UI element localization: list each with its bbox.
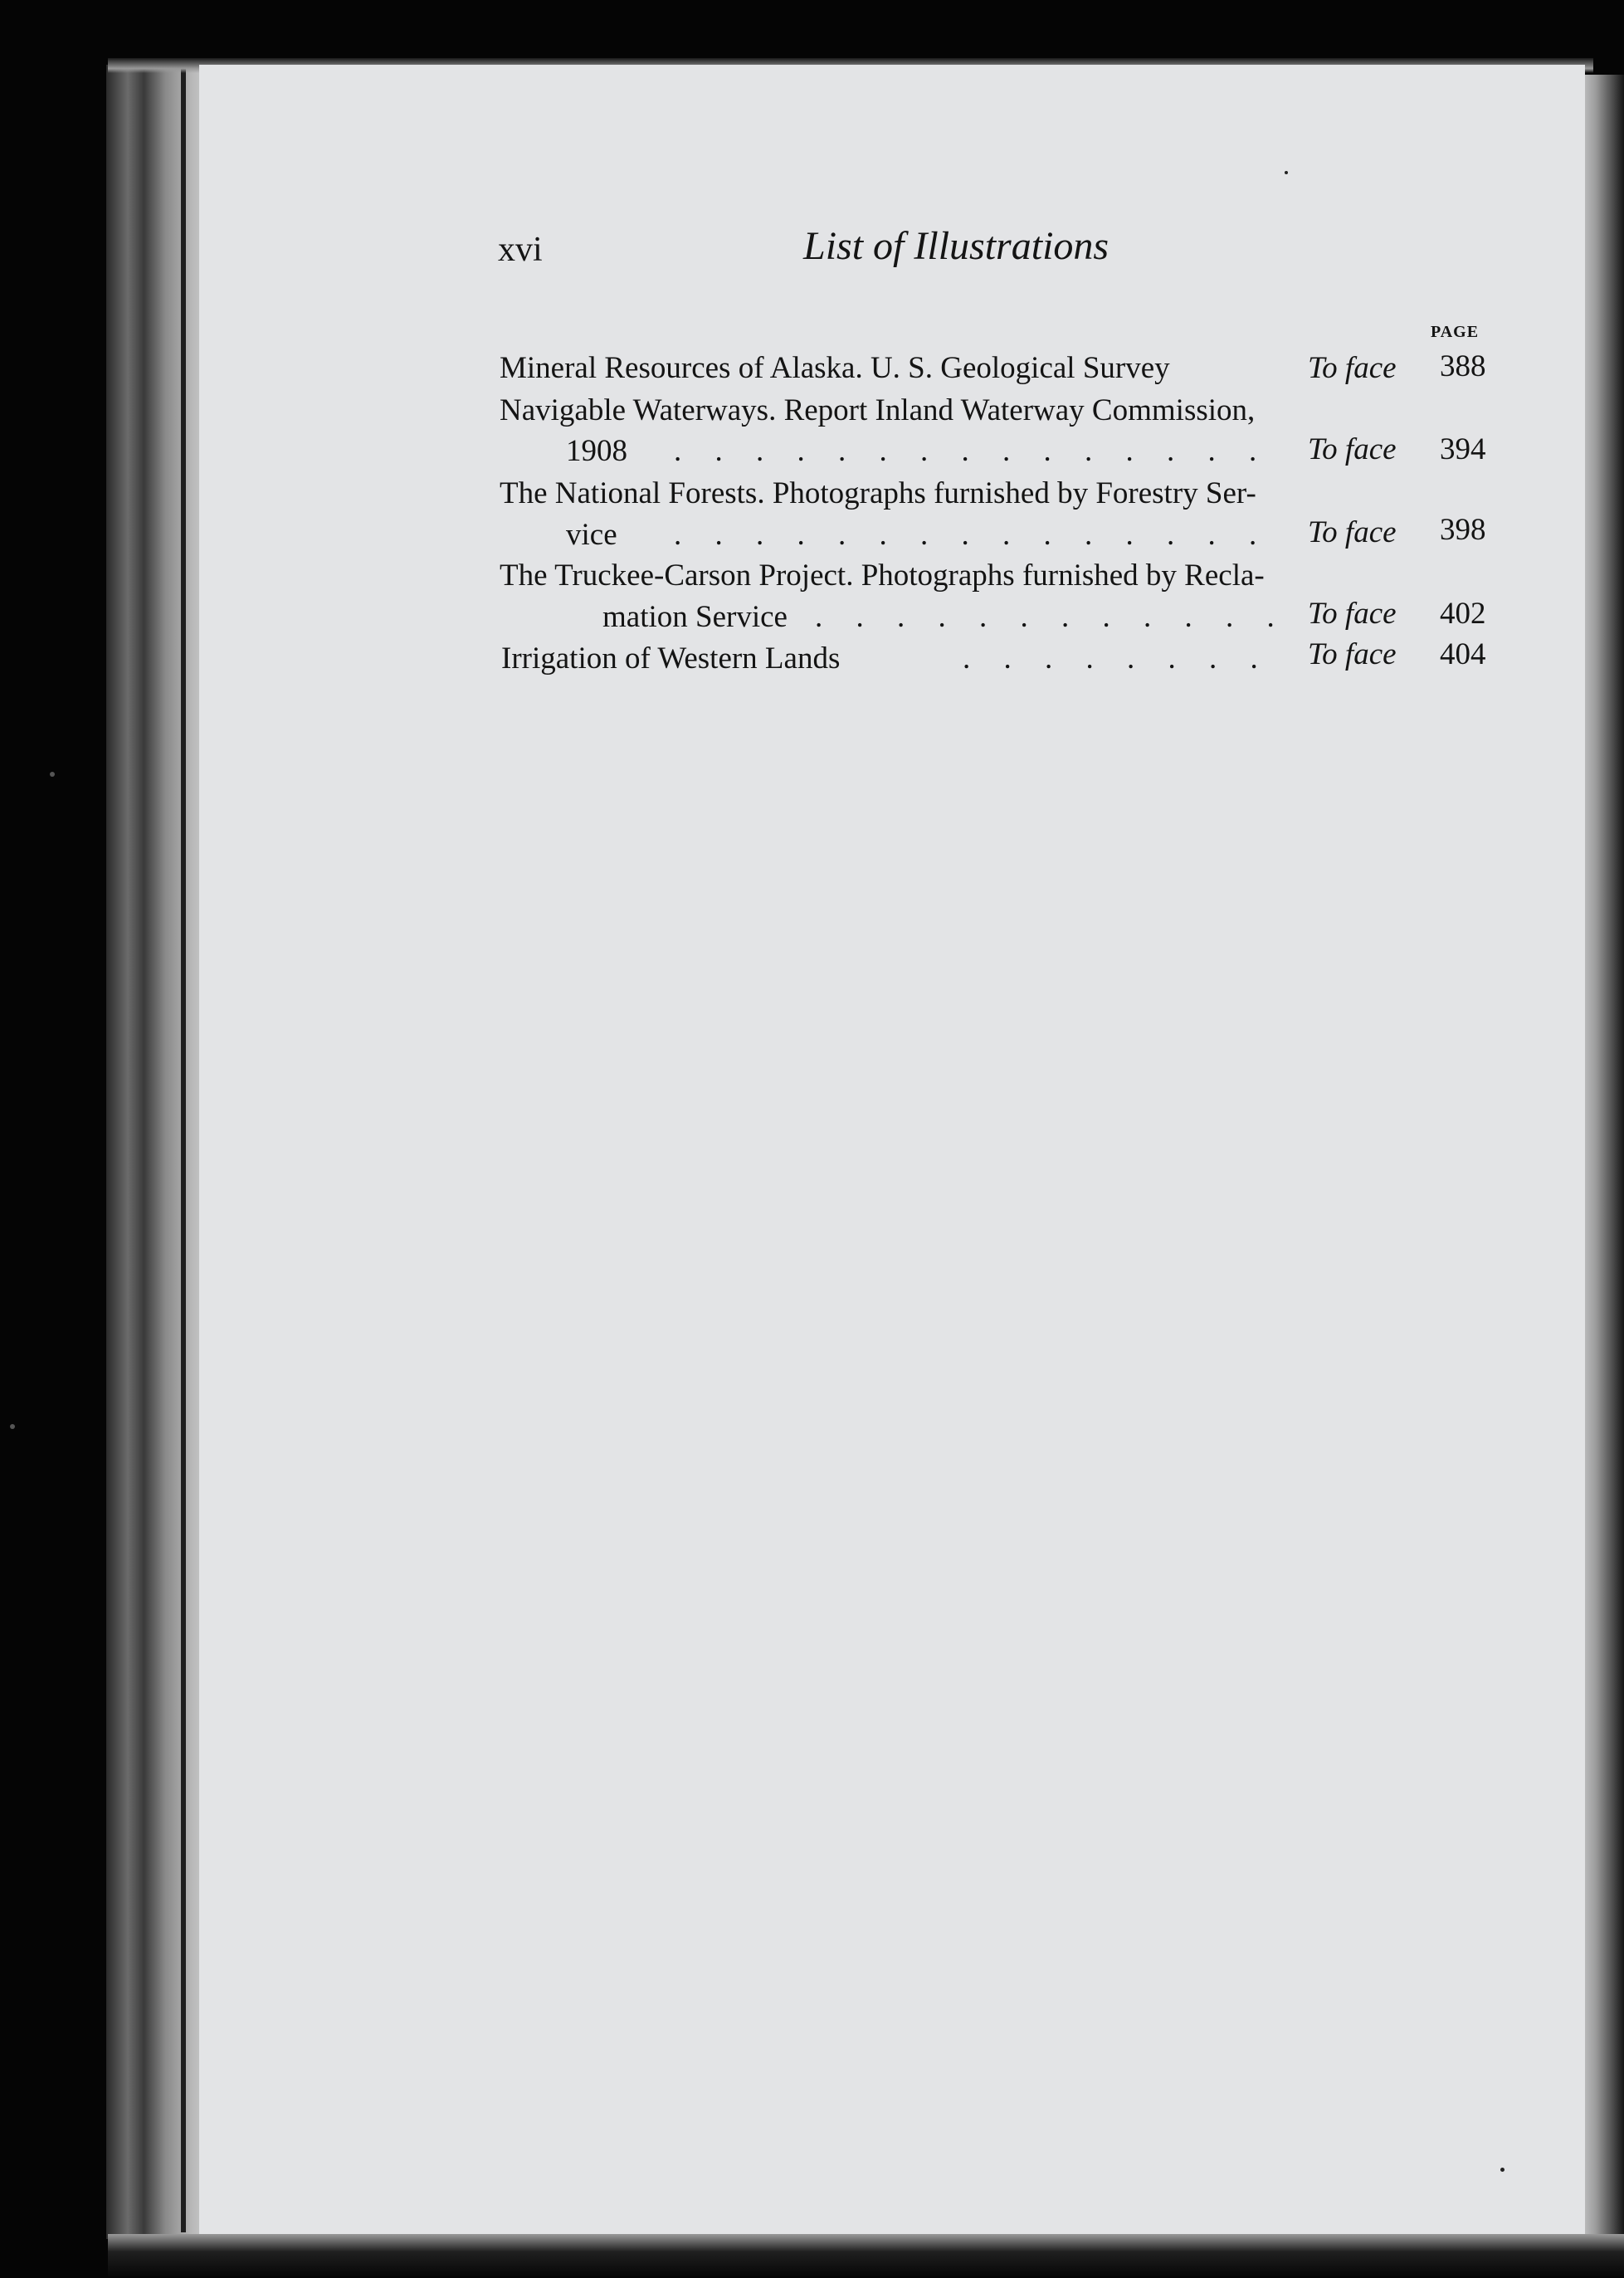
page-column-heading: PAGE	[1431, 323, 1480, 341]
entry-4-line-2: mation Service	[602, 600, 788, 634]
dust-speck	[1500, 2168, 1505, 2172]
entry-5-to-face: To face	[1308, 637, 1397, 671]
book-spine-edge	[106, 65, 214, 2239]
entry-5-dot-leader: . . . . . . . .	[963, 641, 1258, 676]
entry-1-to-face: To face	[1308, 351, 1397, 385]
entry-4-to-face: To face	[1308, 597, 1397, 631]
gutter-line	[181, 66, 186, 2232]
entry-4-line-1: The Truckee-Carson Project. Photographs furnished by Recla-	[500, 559, 1265, 593]
entry-2-line-1: Navigable Waterways. Report Inland Waterway Commission,	[500, 393, 1256, 427]
entry-5-line-1: Irrigation of Western Lands	[501, 641, 841, 676]
entry-5-page: 404	[1440, 637, 1486, 671]
entry-1-page: 388	[1440, 349, 1486, 383]
book-page	[199, 65, 1585, 2241]
entry-1-line-1: Mineral Resources of Alaska. U. S. Geological Survey	[500, 351, 1170, 385]
dust-speck	[1285, 171, 1288, 174]
dust-speck	[50, 772, 55, 777]
entry-3-dot-leader: . . . . . . . . . . . . . . .	[674, 518, 1257, 552]
dust-speck	[10, 1424, 15, 1429]
entry-3-page: 398	[1440, 513, 1486, 547]
entry-4-dot-leader: . . . . . . . . . . . .	[815, 600, 1275, 634]
entry-3-line-1: The National Forests. Photographs furnished by Forestry Ser-	[500, 476, 1256, 510]
running-title: List of Illustrations	[803, 224, 1109, 268]
entry-2-page: 394	[1440, 432, 1486, 466]
entry-2-to-face: To face	[1308, 432, 1397, 466]
page-number-folio: xvi	[498, 231, 543, 269]
entry-2-dot-leader: . . . . . . . . . . . . . . .	[674, 434, 1257, 468]
entry-4-page: 402	[1440, 597, 1486, 631]
entry-2-line-2: 1908	[566, 434, 627, 468]
entry-3-to-face: To face	[1308, 515, 1397, 549]
bottom-shadow	[108, 2234, 1624, 2278]
entry-3-line-2: vice	[566, 518, 617, 552]
